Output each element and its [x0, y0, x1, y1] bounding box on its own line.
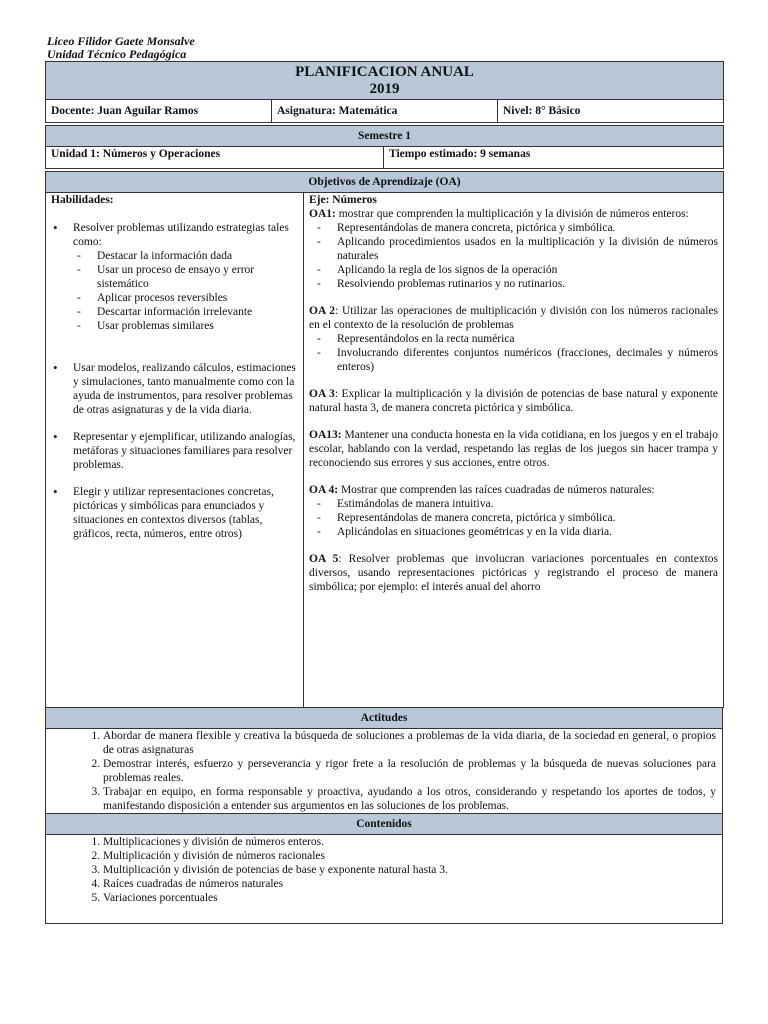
asignatura-cell: Asignatura: Matemática: [272, 100, 498, 123]
list-item: - Representándolas de manera concreta, pictórica y simbólica.: [337, 221, 718, 235]
oa5-block: OA 5: Resolver problemas que involucran variaciones porcentuales en contextos diversos, usando representaciones pictóricas y registrando el proceso de manera simbólica; por ejemplo: el interés anual del ahorro: [309, 553, 718, 593]
list-item: - Representándolas de manera concreta, pictórica y simbólica.: [337, 511, 718, 525]
list-item: 3. Multiplicación y división de potencias de base y exponente natural hasta 3.: [103, 863, 717, 877]
oa1-sublist: [309, 221, 718, 291]
list-item: • Elegir y utilizar representaciones concretas, pictóricas y simbólicas para enunciados y situaciones en contextos diversos (tablas, gráficos, recta, números, entre otros): [73, 485, 298, 541]
contenidos-cell: [46, 835, 723, 924]
list-item: 5. Variaciones porcentuales: [103, 891, 717, 905]
habilidades-list: [51, 221, 298, 541]
oa-band: Objetivos de Aprendizaje (OA): [46, 172, 724, 193]
oa4-block: OA 4: Mostrar que comprenden las raíces cuadradas de números naturales: - Estimándolas de manera intuitiva. - Representándolas de manera concreta, pictórica y simbólica. - Aplicándolas en situaciones geométricas y en la vida diaria.: [309, 483, 718, 539]
contenidos-list: [51, 835, 717, 905]
list-item: - Aplicando la regla de los signos de la operación: [337, 263, 718, 277]
semester-band: Semestre 1: [46, 126, 724, 147]
unit-cell: Unidad 1: Números y Operaciones: [46, 147, 384, 169]
page-title: PLANIFICACION ANUAL 2019: [46, 62, 724, 100]
title-table: [45, 61, 724, 123]
eje-heading: Eje: Números: [309, 194, 377, 206]
list-item: • Resolver problemas utilizando estrategias tales como: - Destacar la información dada - Usar un proceso de ensayo y error sistemático - Aplicar procesos reversibles - Descartar información irrelevante - Usar problemas similares: [73, 221, 298, 333]
list-item: • Representar y ejemplificar, utilizando analogías, metáforas y situaciones familiares para resolver problemas.: [73, 430, 298, 472]
list-item: - Aplicándolas en situaciones geométricas y en la vida diaria.: [337, 525, 718, 539]
list-item: - Descartar información irrelevante: [97, 305, 298, 319]
actitudes-band: Actitudes: [46, 708, 723, 729]
actitudes-list: [51, 729, 716, 813]
actitudes-cell: [46, 729, 723, 814]
oa3-block: OA 3: Explicar la multiplicación y la división de potencias de base natural y exponente natural hasta 3, de manera concreta pictórica y simbólica.: [309, 388, 718, 414]
list-item: • Usar modelos, realizando cálculos, estimaciones y simulaciones, tanto manualmente como con la ayuda de instrumentos, para resolver problemas de otras asignaturas y de la vida diaria.: [73, 361, 298, 417]
school-name: Liceo Filidor Gaete Monsalve: [47, 34, 195, 48]
oa4-sublist: [309, 497, 718, 539]
oa2-block: OA 2: Utilizar las operaciones de multiplicación y división con los números racionales en el contexto de la resolución de problemas - Representándolos en la recta numérica - Involucrando diferentes conjuntos numéricos (fracciones, decimales y números enteros): [309, 304, 718, 374]
nivel-cell: Nivel: 8° Básico: [498, 100, 724, 123]
list-item: - Involucrando diferentes conjuntos numéricos (fracciones, decimales y números enteros): [337, 346, 718, 374]
oa-table: [45, 171, 724, 708]
planning-sheet: [45, 61, 723, 924]
habilidades-heading: Habilidades:: [51, 194, 114, 206]
semester-table: [45, 125, 724, 169]
list-item: - Estimándolas de manera intuitiva.: [337, 497, 718, 511]
list-item: - Representándolos en la recta numérica: [337, 332, 718, 346]
document-header: [47, 35, 195, 61]
list-item: - Resolviendo problemas rutinarios y no rutinarios.: [337, 277, 718, 291]
list-item: 2. Multiplicación y división de números racionales: [103, 849, 717, 863]
list-item: 1. Multiplicaciones y división de números enteros.: [103, 835, 717, 849]
actitudes-table: [45, 707, 723, 924]
docente-cell: Docente: Juan Aguilar Ramos: [46, 100, 272, 123]
unit-name: Unidad Técnico Pedagógica: [47, 47, 187, 61]
habilidades-cell: [46, 193, 304, 708]
list-item: - Aplicar procesos reversibles: [97, 291, 298, 305]
list-item: 3. Trabajar en equipo, en forma responsable y proactiva, ayudando a los otros, considerando y respetando los aportes de todos, y manifestando disposición a entender sus argumentos en las soluciones de los problemas.: [103, 785, 716, 813]
list-item: 2. Demostrar interés, esfuerzo y perseverancia y rigor frete a la resolución de problemas y la búsqueda de nuevas soluciones para problemas reales.: [103, 757, 716, 785]
oa2-sublist: [309, 332, 718, 374]
oa13-block: OA13: Mantener una conducta honesta en la vida cotidiana, en los juegos y en el trabajo escolar, hablando con la verdad, respetando las reglas de los juegos sin hacer trampa y reconociendo sus errores y sus acciones, entre otros.: [309, 429, 718, 469]
oa1-block: OA1: mostrar que comprenden la multiplicación y la división de números enteros: - Representándolas de manera concreta, pictórica y simbólica. - Aplicando procedimientos usados en la multiplicación y la división de números naturales - Aplicando la regla de los signos de la operación - Resolviendo problemas rutinarios y no rutinarios.: [309, 207, 718, 291]
list-item: - Aplicando procedimientos usados en la multiplicación y la división de números naturales: [337, 235, 718, 263]
list-item: 1. Abordar de manera flexible y creativa la búsqueda de soluciones a problemas de la vida diaria, de la sociedad en general, o propios de otras asignaturas: [103, 729, 716, 757]
contenidos-band: Contenidos: [46, 814, 723, 835]
list-item: - Usar problemas similares: [97, 319, 298, 333]
time-cell: Tiempo estimado: 9 semanas: [384, 147, 724, 169]
list-item: - Destacar la información dada: [97, 249, 298, 263]
eje-cell: [304, 193, 724, 708]
list-item: - Usar un proceso de ensayo y error sistemático: [97, 263, 298, 291]
strategy-sublist: [73, 249, 298, 333]
list-item: 4. Raíces cuadradas de números naturales: [103, 877, 717, 891]
